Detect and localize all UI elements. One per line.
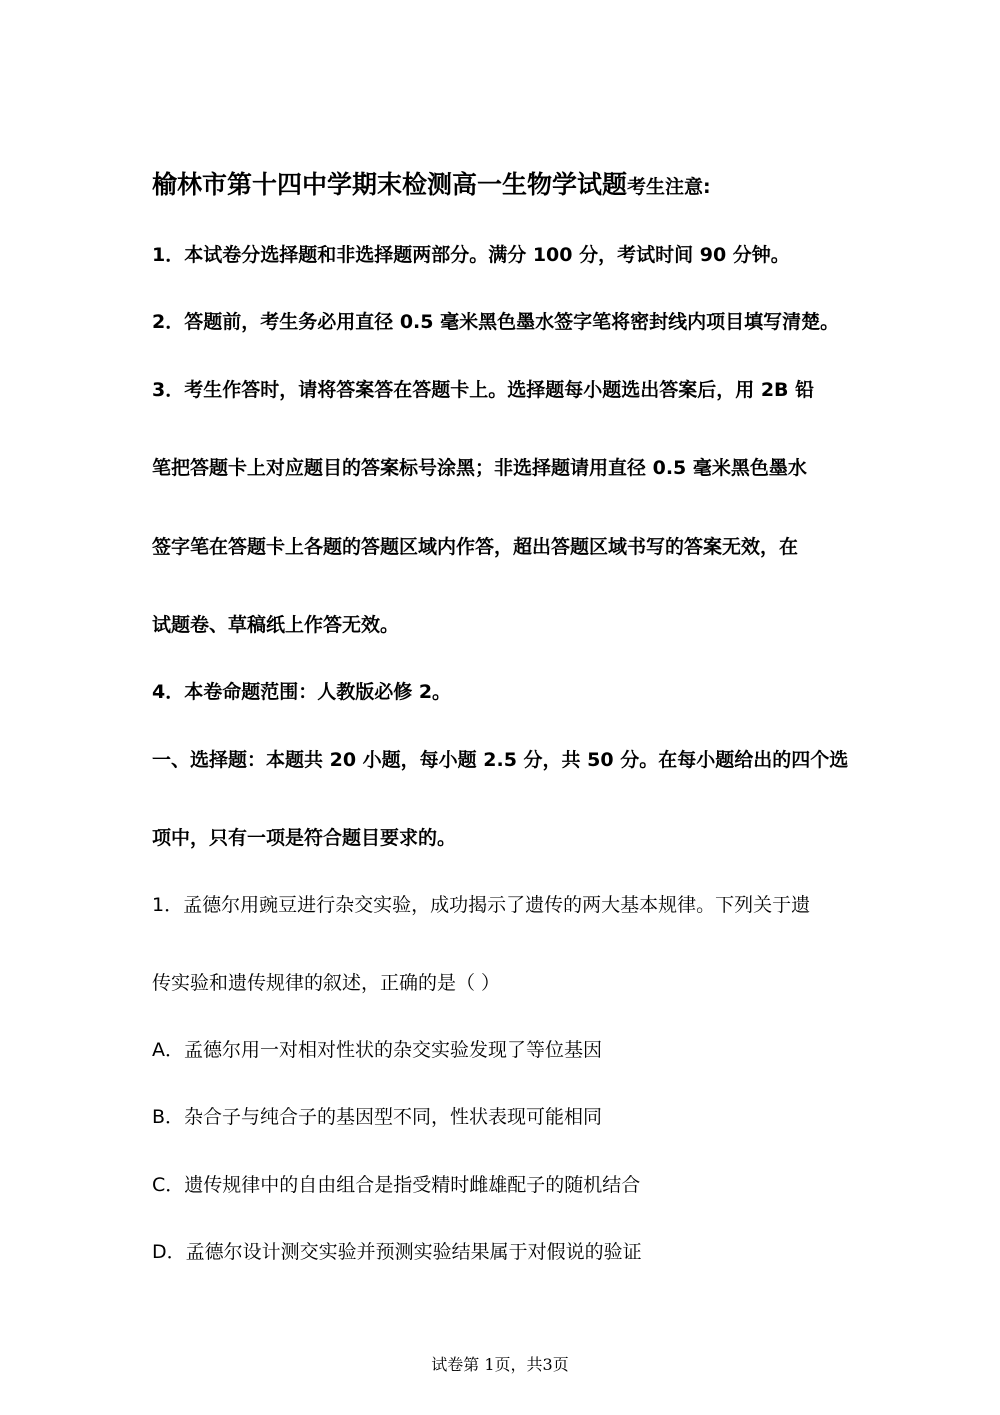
option-a: A．孟德尔用一对相对性状的杂交实验发现了等位基因 xyxy=(152,1039,602,1061)
notice-item-4: 4．本卷命题范围：人教版必修 2。 xyxy=(152,681,452,703)
notice-item-2: 2．答题前，考生务必用直径 0.5 毫米黑色墨水签字笔将密封线内项目填写清楚。 xyxy=(152,311,840,333)
notice-label: 考生注意: xyxy=(627,176,711,198)
section-heading-cont: 项中，只有一项是符合题目要求的。 xyxy=(152,827,457,849)
question-stem-cont: 传实验和遗传规律的叙述，正确的是（ ） xyxy=(152,972,501,994)
option-c: C．遗传规律中的自由组合是指受精时雌雄配子的随机结合 xyxy=(152,1174,641,1196)
question-stem: 1．孟德尔用豌豆进行杂交实验，成功揭示了遗传的两大基本规律。下列关于遗 xyxy=(152,894,811,916)
page-title: 榆林市第十四中学期末检测高一生物学试题 xyxy=(152,170,628,199)
option-b: B．杂合子与纯合子的基因型不同，性状表现可能相同 xyxy=(152,1106,603,1128)
notice-item-3-cont-1: 笔把答题卡上对应题目的答案标号涂黑；非选择题请用直径 0.5 毫米黑色墨水 xyxy=(152,457,807,479)
notice-item-3-cont-2: 签字笔在答题卡上各题的答题区域内作答，超出答题区域书写的答案无效，在 xyxy=(152,536,799,558)
page-footer: 试卷第 1页，共3页 xyxy=(431,1355,569,1374)
notice-item-3: 3．考生作答时，请将答案答在答题卡上。选择题每小题选出答案后，用 2B 铅 xyxy=(152,379,815,401)
notice-item-1: 1．本试卷分选择题和非选择题两部分。满分 100 分，考试时间 90 分钟。 xyxy=(152,244,790,266)
option-d: D．孟德尔设计测交实验并预测实验结果属于对假说的验证 xyxy=(152,1241,642,1263)
notice-item-3-cont-3: 试题卷、草稿纸上作答无效。 xyxy=(152,614,400,636)
page-title-row xyxy=(152,172,711,197)
section-heading: 一、选择题：本题共 20 小题，每小题 2.5 分，共 50 分。在每小题给出的四个选 xyxy=(152,749,849,771)
